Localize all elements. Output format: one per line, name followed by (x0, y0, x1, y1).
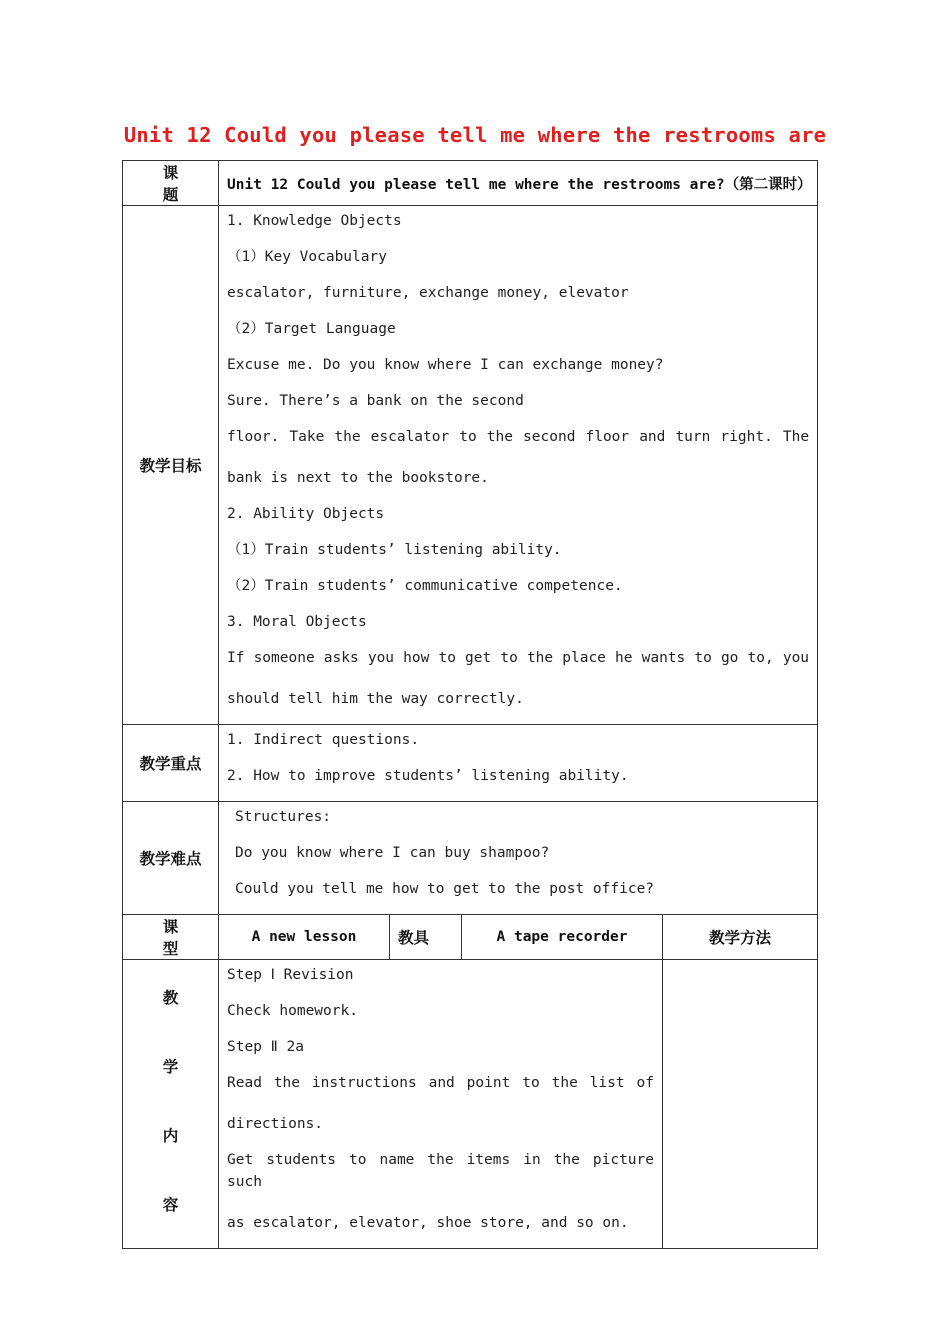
lesson-plan-table (122, 160, 818, 1249)
content-label (123, 960, 219, 1249)
teaching-tools-label: 教具 (390, 915, 462, 960)
objective-line: escalator, furniture, exchange money, elevator (227, 285, 629, 301)
objective-line: floor. Take the escalator to the second floor and turn right. The (227, 429, 810, 445)
objective-line: Excuse me. Do you know where I can exchange money? (227, 357, 664, 373)
lesson-type-label: 课型 (123, 915, 219, 960)
key-point-line: 1. Indirect questions. (227, 732, 420, 748)
content-line: directions. (227, 1116, 324, 1132)
objective-line: （1）Train students’ listening ability. (227, 542, 562, 558)
difficulty-line: Do you know where I can buy shampoo? (235, 845, 550, 861)
content-label-char: 容 (162, 1196, 179, 1214)
difficulties-content (219, 802, 818, 915)
key-point-line: 2. How to improve students’ listening ability. (227, 768, 629, 784)
topic-value: Unit 12 Could you please tell me where the restrooms are?（第二课时） (219, 161, 818, 206)
objective-line: 2. Ability Objects (227, 506, 385, 522)
document-title: Unit 12 Could you please tell me where the restrooms are (123, 123, 827, 147)
content-label-char: 教 (162, 989, 179, 1007)
difficulty-line: Structures: (235, 809, 332, 825)
difficulties-label: 教学难点 (123, 802, 219, 915)
teaching-tools-value: A tape recorder (462, 915, 663, 960)
objective-line: should tell him the way correctly. (227, 691, 524, 707)
objective-line: （1）Key Vocabulary (227, 249, 387, 265)
key-points-row (123, 725, 818, 802)
objective-line: bank is next to the bookstore. (227, 470, 489, 486)
content-row (123, 960, 818, 1249)
objective-line: 3. Moral Objects (227, 614, 367, 630)
topic-row (123, 161, 818, 206)
content-line: Step Ⅰ Revision (227, 967, 354, 983)
difficulty-line: Could you tell me how to get to the post office? (235, 881, 655, 897)
content-label-char: 学 (162, 1058, 179, 1076)
objectives-content (219, 206, 818, 725)
teaching-method-cell (663, 960, 818, 1249)
lesson-type-row (123, 915, 818, 960)
content-line: Read the instructions and point to the list of (227, 1075, 654, 1091)
content-steps (219, 960, 663, 1249)
objective-line: （2）Target Language (227, 321, 396, 337)
objectives-label: 教学目标 (123, 206, 219, 725)
lesson-type-value: A new lesson (219, 915, 390, 960)
content-line: Get students to name the items in the picture such (227, 1152, 654, 1190)
teaching-method-label: 教学方法 (663, 915, 818, 960)
objective-line: 1. Knowledge Objects (227, 213, 402, 229)
content-line: Check homework. (227, 1003, 358, 1019)
key-points-label: 教学重点 (123, 725, 219, 802)
content-label-char: 内 (162, 1127, 179, 1145)
objective-line: （2）Train students’ communicative competence. (227, 578, 623, 594)
content-line: Step Ⅱ 2a (227, 1039, 304, 1055)
content-line: as escalator, elevator, shoe store, and so on. (227, 1215, 629, 1231)
objective-line: If someone asks you how to get to the place he wants to go to, you (227, 650, 810, 666)
difficulties-row (123, 802, 818, 915)
topic-label: 课题 (123, 161, 219, 206)
objectives-row (123, 206, 818, 725)
key-points-content (219, 725, 818, 802)
objective-line: Sure. There’s a bank on the second (227, 393, 524, 409)
